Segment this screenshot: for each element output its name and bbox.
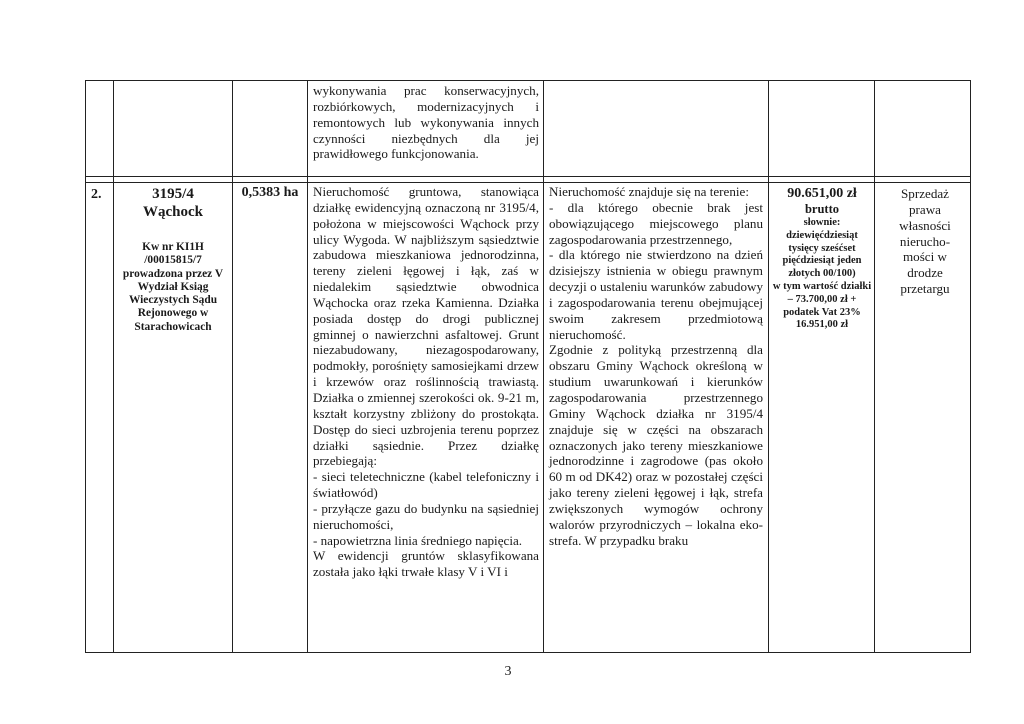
price-type: brutto (804, 202, 840, 216)
col-border (970, 80, 971, 652)
col-border (113, 80, 114, 652)
planning-intro: Nieruchomość znajduje się na terenie: (549, 184, 749, 199)
land-register-info: Kw nr KI1H /00015815/7 prowadzona przez V Wydział Ksiąg Wieczystych Sądu Rejonowego w Starachowicach (122, 241, 224, 333)
planning-cell (549, 184, 763, 548)
price-cell (772, 186, 872, 332)
locality: Wąchock (143, 204, 203, 220)
col-border (307, 80, 308, 652)
col-border (768, 80, 769, 652)
row-number: 2. (91, 187, 102, 202)
sale-form: Sprzedaż prawa własności nierucho-mości w drodze przetargu (899, 186, 951, 297)
parcel-area: 0,5383 ha (241, 185, 299, 200)
table-bottom-border (85, 652, 971, 653)
price-words-label: słownie: (803, 217, 841, 228)
price-value: 90.651,00 zł (787, 186, 857, 201)
utility-item: - przyłącze gazu do budynku na sąsiedniej nieruchomości, (313, 500, 539, 532)
col-border (543, 80, 544, 652)
planning-item: - dla którego obecnie brak jest obowiązującego miejscowego planu zagospodarowania przestrzennego, (549, 199, 763, 247)
row-divider (85, 182, 971, 183)
page-number: 3 (504, 664, 512, 679)
col-border (874, 80, 875, 652)
row-divider (85, 176, 971, 177)
property-description-cell (313, 184, 539, 580)
col-border (85, 80, 86, 652)
property-description-end: W ewidencji gruntów sklasyfikowana została jako łąki trwałe klasy V i VI i (313, 548, 539, 580)
utility-item: - napowietrzna linia średniego napięcia. (313, 532, 523, 548)
planning-study: Zgodnie z polityką przestrzenną dla obszaru Gminy Wąchock określoną w studium uwarunkowań i kierunków zagospodarowania przestrzennego Gminy Wąchock działka nr 3195/4 znajduje się w części na obszarach oznaczonych jako tereny mieszkaniowe jednorodzinne i zagrodowe (pas około 60 m od DK42) oraz w pozostałej części jako tereny zieleni łęgowej i łąk, strefa zwiększonych wymogów ochrony walorów przyrodniczych – lokalna eko-strefa. W przypadku braku (549, 342, 763, 548)
price-breakdown: w tym wartość działki – 73.700,00 zł + podatek Vat 23% 16.951,00 zł (772, 280, 872, 331)
planning-item: - dla którego nie stwierdzono na dzień dzisiejszy istnienia w obiegu prawnym decyzji o ustaleniu warunków zabudowy i zagospodarowania terenu obejmującej swoim zakresem przedmiotową nieruchomość. (549, 247, 763, 342)
parcel-number: 3195/4 (152, 186, 194, 202)
price-words: dziewięćdziesiąt tysięcy sześćset pięćdziesiąt jeden złotych 00/100) (782, 229, 862, 280)
col-border (232, 80, 233, 652)
table-top-border (85, 80, 971, 81)
property-description: Nieruchomość gruntowa, stanowiąca działkę ewidencyjną oznaczoną nr 3195/4, położona w miejscowości Wąchock przy ulicy Wygoda. W najbliższym sąsiedztwie zabudowa mieszkaniowa jednorodzinna, tereny zieleni łęgowej i łąk, zaś w niedalekim sąsiedztwie obwodnica Wąchocka oraz rzeka Kamienna. Działka posiada dostęp do drogi publicznej gminnej o nawierzchni asfaltowej. Grunt niezabudowany, niezagospodarowany, podmokły, porośnięty samosiejkami drzew i krzewów oraz roślinnością trawiastą. Działka o zmiennej szerokości ok. 9-21 m, kształt korzystny zbliżony do prostokąta. Dostęp do sieci uzbrojenia terenu poprzez działki sąsiednie. Przez działkę przebiegają: (313, 184, 539, 469)
prev-row-description: wykonywania prac konserwacyjnych, rozbiórkowych, modernizacyjnych i remontowych lub wykonywania innych czynności niezbędnych dla jej prawidłowego funkcjonowania. (313, 83, 539, 162)
utility-item: - sieci teletechniczne (kabel telefoniczny i światłowód) (313, 469, 539, 501)
